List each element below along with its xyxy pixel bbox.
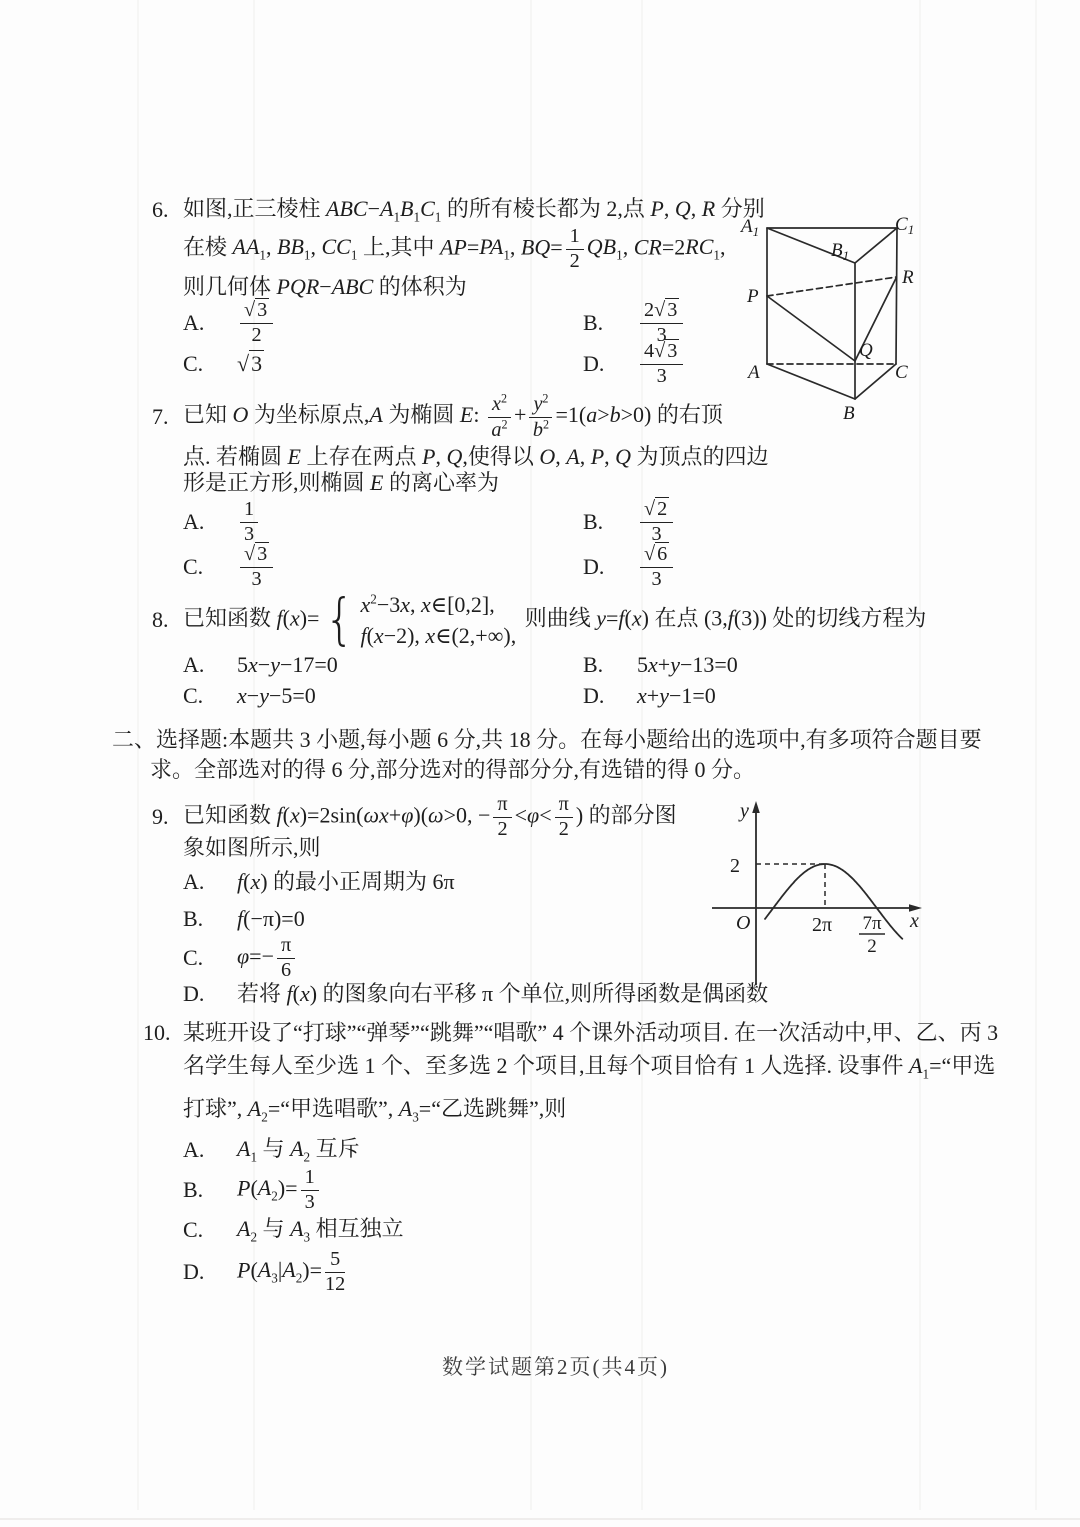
- prism-label-p: P: [747, 286, 759, 307]
- q6-option-b: B. $\frac{2√3}{3}$: [583, 300, 686, 346]
- q8-option-a: A. 5x−y−17=0: [183, 652, 338, 678]
- option-label: D.: [583, 351, 605, 377]
- prism-figure: [735, 198, 930, 426]
- option-label: B.: [583, 509, 604, 535]
- x-tick-2pi: 2π: [811, 914, 833, 936]
- question-10-line-3: 打球”, $A_2=“$甲选唱歌”, $A_3=“$乙选跳舞”,则: [183, 1095, 567, 1124]
- q7-option-a: A. $\frac{1}{3}$: [183, 499, 261, 545]
- question-7-line-1: 7. 已知 O 为坐标原点,A 为椭圆 E: $\frac{x^2}{a^2}$ + $\frac{y^2}{b^2}$ =1(a>b>0) 的右顶: [152, 390, 723, 442]
- q6-option-c: C. √3: [183, 351, 263, 377]
- prism-label-b1: $B_1$: [831, 240, 850, 263]
- x-tick-7pi2-numerator: 7π: [862, 913, 882, 934]
- option-label: B.: [183, 1177, 204, 1203]
- scan-artifact: [1035, 0, 1037, 1510]
- q7-option-c: C. $\frac{√3}{3}$: [183, 544, 276, 590]
- x-axis-label: x: [910, 910, 919, 932]
- scan-artifact: [137, 0, 139, 1510]
- prism-edge-bc: [855, 364, 896, 399]
- q9-option-a: A. f(x) 的最小正周期为 6π: [183, 869, 455, 895]
- q9-option-c: C. φ=− $\frac{\pi}{6}$: [183, 935, 298, 981]
- option-label: C.: [183, 1217, 204, 1243]
- section-pq: [767, 296, 855, 361]
- sine-graph: [700, 795, 928, 987]
- option-label: C.: [183, 945, 204, 971]
- q9-option-b: B. f(−π)=0: [183, 906, 305, 932]
- question-6-line-2: 在棱 $AA_1$, $BB_1$, $CC_1$ 上,其中 $AP=PA_1$, BQ= $\frac{1}{2}$ $QB_1$, $CR=2RC_1$,: [183, 224, 726, 272]
- option-label: D.: [183, 1259, 205, 1285]
- section-pr-hidden: [767, 277, 897, 296]
- q10-option-d: D. $P(A_3|A_2)=$ $\frac{5}{12}$: [183, 1247, 346, 1295]
- question-8-line-1: 8. 已知函数 f(x)= { $x^2-3x$, x∈[0,2], f(x−2), x∈(2,+∞), 则曲线 y=f(x) 在点 (3,f(3)) 处的切线方程为: [152, 587, 927, 652]
- q10-option-c: C. $A_2$ 与 $A_3$ 相互独立: [183, 1215, 404, 1244]
- option-label: A.: [183, 310, 205, 336]
- option-label: C.: [183, 683, 204, 709]
- prism-label-r: R: [902, 267, 914, 288]
- question-6-number: 6.: [152, 197, 169, 223]
- question-10-line-1: 10. 某班开设了“打球”“弹琴”“跳舞”“唱歌” 4 个课外活动项目. 在一次活动中,甲、乙、丙 3: [143, 1020, 999, 1046]
- option-label: D.: [183, 981, 205, 1007]
- prism-edge-cc1: [896, 228, 897, 364]
- prism-label-c: C: [895, 362, 908, 383]
- q6-option-d: D. $\frac{4√3}{3}$: [583, 341, 686, 387]
- question-6-line-3: 则几何体 PQR−ABC 的体积为: [183, 274, 467, 300]
- q8-option-c: C. x−y−5=0: [183, 683, 316, 709]
- question-7-number: 7.: [152, 404, 169, 430]
- q8-option-d: D. x+y−1=0: [583, 683, 716, 709]
- option-label: C.: [183, 554, 204, 580]
- question-9-number: 9.: [152, 804, 169, 830]
- option-label: C.: [183, 351, 204, 377]
- section-2-header-line-1: 二、选择题:本题共 3 小题,每小题 6 分,共 18 分。在每小题给出的选项中,有多项符合题目要: [112, 727, 982, 753]
- option-label: D.: [583, 683, 605, 709]
- option-label: B.: [183, 906, 204, 932]
- prism-label-c1: $C_1$: [895, 214, 915, 237]
- prism-label-a: A: [748, 362, 760, 383]
- y-tick-2: 2: [730, 855, 740, 877]
- q10-option-a: A. $A_1$ 与 $A_2$ 互斥: [183, 1135, 360, 1164]
- option-label: A.: [183, 869, 205, 895]
- option-label: A.: [183, 1137, 205, 1163]
- question-6-line-1: [152, 195, 765, 225]
- option-label: A.: [183, 509, 205, 535]
- q10-option-b: B. $P(A_2)=$ $\frac{1}{3}$: [183, 1167, 322, 1213]
- question-7-line-3: 形是正方形,则椭圆 E 的离心率为: [183, 470, 499, 496]
- question-8-number: 8.: [152, 607, 169, 633]
- q6-option-a: A. $\frac{√3}{2}$: [183, 300, 276, 346]
- option-label: A.: [183, 652, 205, 678]
- y-axis-arrow: [752, 801, 760, 813]
- origin-label: O: [736, 912, 751, 934]
- question-7-line-2: 点. 若椭圆 E 上存在两点 P, Q,使得以 O, A, P, Q 为顶点的四边: [183, 444, 769, 470]
- y-axis-label: y: [740, 800, 749, 822]
- option-label: B.: [583, 652, 604, 678]
- question-9-line-2: 象如图所示,则: [183, 835, 321, 861]
- section-2-header-line-2: 求。全部选对的得 6 分,部分选对的得部分分,有选错的得 0 分。: [150, 757, 756, 783]
- option-label: D.: [583, 554, 605, 580]
- option-label: B.: [583, 310, 604, 336]
- prism-label-a1: $A_1$: [741, 216, 760, 239]
- question-9-line-1: 9. 已知函数 f(x)=2sin(ωx+φ)(ω>0, − $\frac{\pi}{2}$ <φ< $\frac{\pi}{2}$ ) 的部分图: [152, 792, 677, 840]
- prism-label-b: B: [843, 403, 855, 424]
- scan-artifact: [0, 1518, 1080, 1520]
- q9-option-d: D. 若将 f(x) 的图象向右平移 π 个单位,则所得函数是偶函数: [183, 981, 769, 1007]
- q7-option-b: B. $\frac{√2}{3}$: [583, 499, 676, 545]
- question-6-text: 如图,正三棱柱 $ABC-A_1B_1C_1$ 的所有棱长都为 2,点 P, Q, R 分别: [183, 195, 765, 224]
- question-10-line-2: 名学生每人至少选 1 个、至多选 2 个项目,且每个项目恰有 1 人选择. 设事件 $A_1=“$甲选: [183, 1052, 996, 1081]
- x-tick-7pi2-denominator: 2: [867, 936, 877, 957]
- sine-curve: [765, 864, 902, 939]
- footer-page-number: 数学试题第2页(共4页): [442, 1354, 669, 1379]
- q8-option-b: B. 5x+y−13=0: [583, 652, 738, 678]
- question-10-number: 10.: [143, 1020, 171, 1046]
- q7-option-d: D. $\frac{√6}{3}$: [583, 544, 676, 590]
- prism-label-q: Q: [859, 340, 873, 361]
- prism-edge-ab: [767, 364, 855, 399]
